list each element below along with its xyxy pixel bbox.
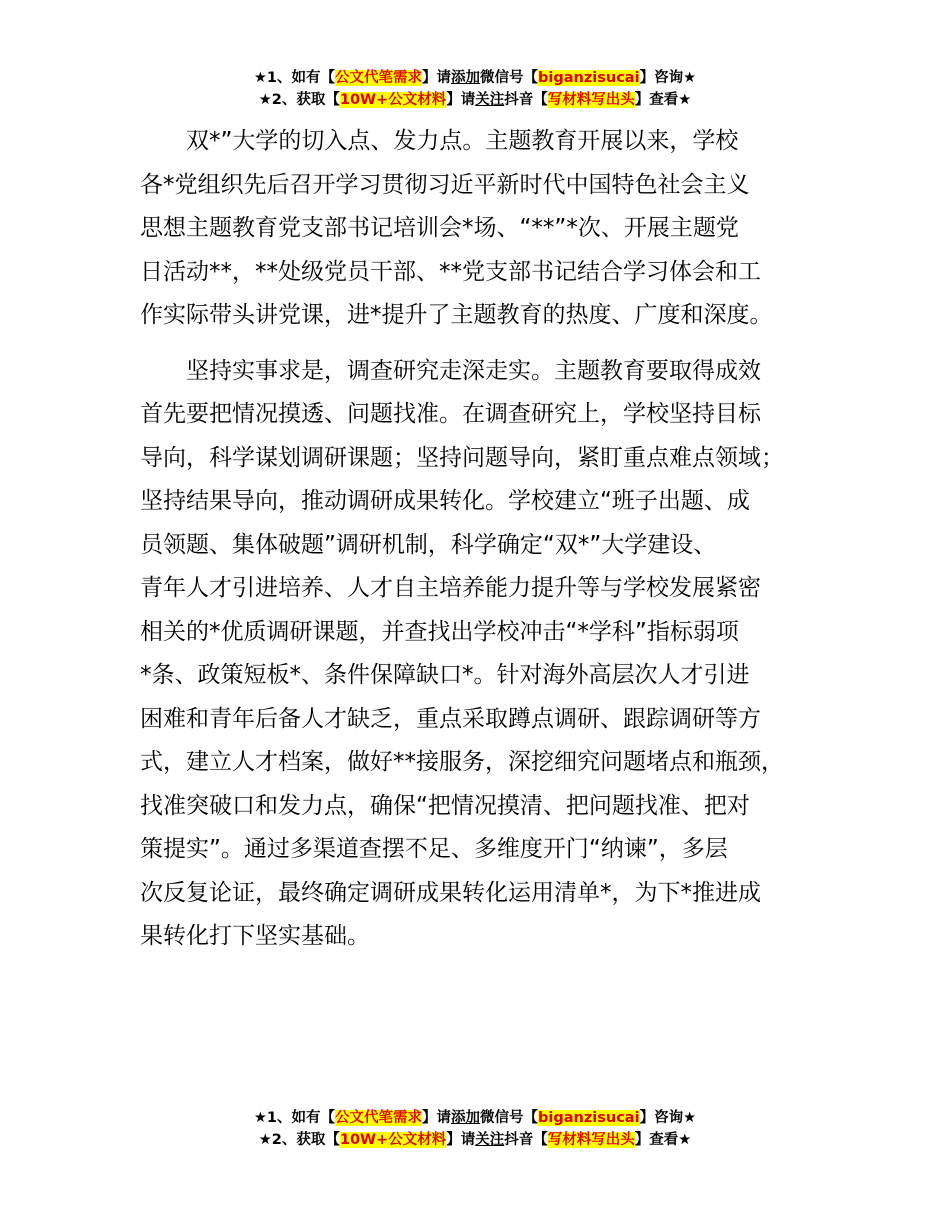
highlight-text: 公文代笔需求 [335,70,423,86]
banner-text: 】请 [422,1110,452,1126]
paragraph-2 [140,350,840,959]
text-line: 坚持实事求是，调查研究走深走实。主题教育要取得成效 [140,357,761,384]
douyin-account: 写材料写出头 [547,92,635,108]
text-line: 青年人才引进培养、人才自主培养能力提升等与学校发展紧密 [140,575,761,601]
underlined-text: 添加 [451,70,481,86]
banner-text: ★1、如有【 [253,70,336,86]
header-banner [0,67,950,111]
banner-text: 】请 [446,1132,476,1148]
text-line: 思想主题教育党支部书记培训会*场、“**”*次、开展主题党 [140,215,739,241]
text-line: 坚持结果导向，推动调研成果转化。学校建立“班子出题、成 [140,488,750,514]
banner-text: 】咨询★ [639,70,697,86]
text-line: 相关的*优质调研课题，并查找出学校冲击“*学科”指标弱项 [140,618,739,645]
text-line: 首先要把情况摸透、问题找准。在调查研究上，学校坚持目标 [140,401,761,427]
banner-text: 】请 [446,92,476,108]
banner-line-1 [0,67,950,89]
banner-text: ★1、如有【 [253,1110,336,1126]
text-line: 双*”大学的切入点、发力点。主题教育开展以来，学校 [140,128,739,154]
wechat-id: biganzisucai [538,1110,640,1126]
text-line: 作实际带头讲党课，进*提升了主题教育的热度、广度和深度。 [140,302,773,328]
wechat-id: biganzisucai [538,70,640,86]
text-line: 次反复论证，最终确定调研成果转化运用清单*，为下*推进成 [140,879,761,906]
underlined-text: 关注 [475,1132,505,1148]
banner-text: 】查看★ [634,92,692,108]
banner-text: 抖音【 [504,92,548,108]
text-line: 策提实”。通过多渠道查摆不足、多维度开门“纳谏”，多层 [140,836,728,862]
banner-text: 微信号【 [480,70,539,86]
text-line: *条、政策短板*、条件保障缺口*。针对海外高层次人才引进 [140,662,750,688]
underlined-text: 添加 [451,1110,481,1126]
banner-text: ★2、获取【 [258,92,340,108]
banner-text: 】查看★ [634,1132,692,1148]
document-body [140,120,840,959]
banner-line-2 [0,89,950,111]
paragraph-1 [140,120,840,338]
footer-banner [0,1107,950,1151]
underlined-text: 关注 [475,92,505,108]
banner-text: 抖音【 [504,1132,548,1148]
text-line: 日活动**，**处级党员干部、**党支部书记结合学习体会和工 [140,258,761,285]
douyin-account: 写材料写出头 [547,1132,635,1148]
banner-text: 】请 [422,70,452,86]
banner-text: 】咨询★ [639,1110,697,1126]
text-line: 员领题、集体破题”调研机制，科学确定“双*”大学建设、 [140,531,717,558]
text-line: 式，建立人才档案，做好**接服务，深挖细究问题堵点和瓶颈， [140,749,784,775]
text-line: 果转化打下坚实基础。 [140,923,370,949]
banner-line-2 [0,1129,950,1151]
text-line: 各*党组织先后召开学习贯彻习近平新时代中国特色社会主义 [140,171,750,198]
banner-text: ★2、获取【 [258,1132,340,1148]
highlight-text: 公文代笔需求 [335,1110,423,1126]
text-line: 导向，科学谋划调研课题；坚持问题导向，紧盯重点难点领域； [140,444,784,471]
highlight-text: 10W+公文材料 [339,92,447,108]
text-line: 找准突破口和发力点，确保“把情况摸清、把问题找准、把对 [140,792,750,819]
paragraph-spacer [140,338,840,350]
text-line: 困难和青年后备人才缺乏，重点采取蹲点调研、跟踪调研等方 [140,705,761,732]
highlight-text: 10W+公文材料 [339,1132,447,1148]
banner-line-1 [0,1107,950,1129]
banner-text: 微信号【 [480,1110,539,1126]
